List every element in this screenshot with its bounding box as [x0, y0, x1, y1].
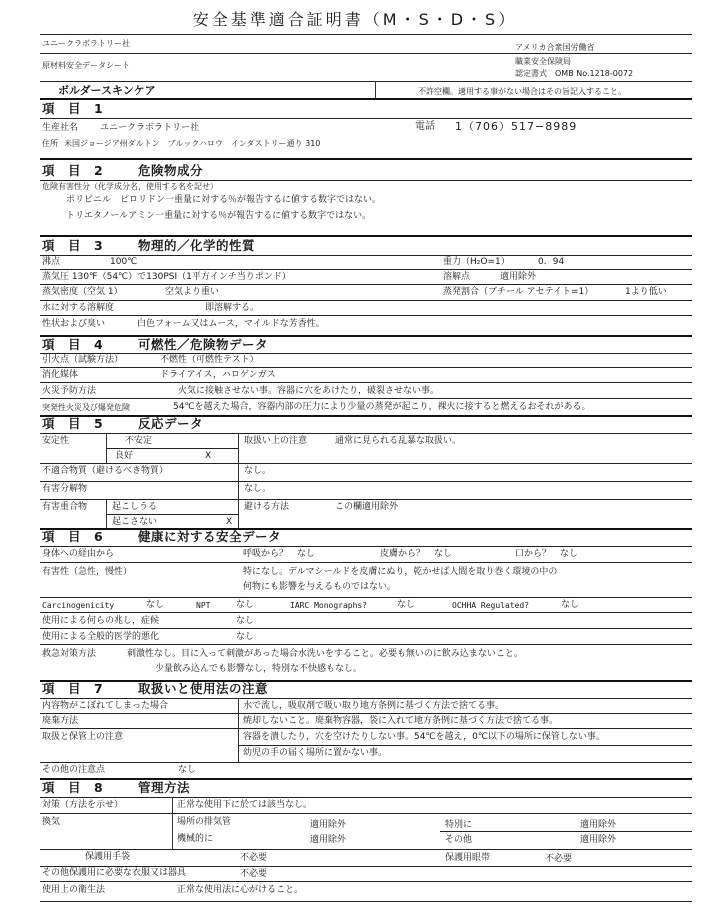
ingredient-1: ポリビニル ピロリドン一重量に対する％が報告するに値する数字ではない。	[66, 195, 382, 205]
divider	[40, 499, 692, 500]
melting-label: 溶解点	[443, 272, 471, 282]
will-not-label: 起こさない	[112, 517, 158, 527]
divider	[40, 433, 692, 434]
explosion-label: 突発性火災及び爆発危険	[42, 403, 130, 412]
divider	[40, 797, 692, 798]
decomp-label: 有害分解物	[42, 484, 88, 494]
divider	[40, 34, 692, 35]
section-5-title: 反応データ	[138, 416, 204, 431]
other-label: その他の注意点	[42, 765, 106, 775]
divider	[40, 713, 692, 714]
local-exhaust-label: 場所の排気管	[177, 817, 232, 827]
worsen-label: 使用による全般的医学的悪化	[42, 632, 160, 642]
section-3-title: 物理的／化学的性質	[138, 238, 256, 253]
divider	[40, 398, 692, 399]
other-vent-label: その他	[445, 835, 473, 845]
section-8-title: 管理方法	[138, 780, 191, 795]
mechanical-value: 適用除外	[310, 835, 347, 845]
agency-line-1: アメリカ合衆国労働省	[515, 43, 595, 52]
hazard-line-2: 何物にも影響を与えるものではない。	[243, 582, 397, 592]
divider	[106, 514, 238, 515]
ingredients-note: 危険有害性分（化学成分名，使用する名を記せ）	[42, 182, 218, 191]
divider	[40, 300, 692, 301]
divider	[106, 448, 238, 449]
divider	[40, 612, 692, 613]
vapor-density-label: 蒸気密度（空気 1）	[42, 287, 123, 297]
section-2-heading: 項 目 2	[42, 163, 104, 178]
hygiene-label: 使用上の衛生法	[42, 885, 106, 895]
mouth-value: 口から？ なし	[515, 549, 579, 559]
divider	[440, 831, 692, 832]
divider	[40, 481, 692, 482]
ingredient-2: トリエタノールアミン一重量に対する％が報告するに値する数字ではない。	[66, 211, 372, 221]
spill-label: 内容物がこぼれてしまった場合	[42, 701, 169, 711]
spill-value: 水で流し，吸収剤で吸い取り地方条例に基づく方法で捨てる事。	[243, 701, 505, 711]
company-short: ユニークラボラトリー社	[42, 39, 130, 48]
avoid-value: この欄適用除外	[335, 502, 399, 512]
hygiene-value: 正常な使用法に心がけること。	[177, 885, 304, 895]
section-1-heading: 項 目 1	[42, 101, 104, 116]
divider	[40, 235, 692, 237]
flash-value: 不燃性（可燃性テスト）	[160, 355, 259, 365]
mechanical-label: 機械的に	[177, 834, 214, 844]
inhale-value: 呼吸から？ なし	[243, 549, 316, 559]
divider	[40, 597, 692, 598]
divider	[40, 353, 692, 354]
section-6-heading: 項 目 6	[42, 529, 104, 544]
local-exhaust-value: 適用除外	[310, 820, 347, 830]
divider	[40, 698, 692, 699]
divider	[40, 118, 692, 119]
stability-label: 安定性	[42, 436, 70, 446]
section-6-title: 健康に対する安全データ	[138, 529, 282, 544]
first-aid-label: 救急対策方法	[42, 649, 97, 659]
divider	[40, 382, 692, 383]
decomp-value: なし。	[244, 484, 272, 494]
divider	[40, 284, 692, 285]
phone-value: 1（706）517−8989	[455, 120, 578, 133]
iarc-value: なし	[397, 600, 416, 610]
product-name: ボルダースキンケア	[58, 84, 156, 97]
may-occur-label: 起こしうる	[112, 502, 158, 512]
divider	[40, 98, 692, 100]
appearance-label: 性状および臭い	[42, 319, 106, 329]
divider	[40, 81, 692, 82]
hazard-line-1: 特になし。デルマシールドを皮膚にぬり，乾かせば人間を取り巻く環境の中の	[243, 567, 558, 577]
section-4-heading: 項 目 4	[42, 337, 104, 352]
gravity-label: 重力（H₂O=1）	[443, 257, 510, 267]
vapor-density-value: 空気より重い	[165, 287, 220, 297]
special-label: 特別に	[445, 820, 473, 830]
vapor-pressure: 蒸気圧 130℉（54℃）で130PSI（1平方インチ当りポンド）	[42, 272, 291, 282]
section-4-title: 可燃性／危険物データ	[138, 337, 269, 352]
appearance-value: 白色フォーム又はムース，マイルドな芳香性。	[137, 319, 325, 329]
section-2-title: 危険物成分	[138, 163, 204, 178]
storage-label: 取扱と保管上の注意	[42, 732, 124, 742]
media-value: ドライアイス，ハロゲンガス	[160, 370, 276, 380]
other-value: なし	[178, 765, 197, 775]
document-title: 安全基準適合証明書（M・S・D・S）	[192, 10, 518, 29]
divider	[238, 698, 239, 762]
solubility-value: 即溶解する。	[205, 303, 260, 313]
osha-value: なし	[561, 600, 580, 610]
address-value: 米国ジョージア州ダルトン ブルックハロウ インダストリー通り 310	[64, 139, 321, 148]
boiling-value: 100℃	[110, 257, 138, 267]
incompatible-value: なし。	[244, 466, 272, 476]
maker-value: ユニークラボラトリー社	[100, 123, 200, 133]
divider	[40, 315, 692, 316]
divider	[238, 745, 692, 746]
ventilation-label: 換気	[42, 817, 61, 827]
signs-label: 使用による何らの兆し，症候	[42, 616, 160, 626]
other-vent-value: 適用除外	[580, 835, 617, 845]
polymer-label: 有害重合物	[42, 502, 88, 512]
worsen-value: なし	[236, 632, 255, 642]
section-7-title: 取扱いと使用法の注意	[138, 681, 269, 696]
carcinogenicity-label: Carcinogenicity	[42, 601, 115, 610]
divider	[40, 881, 692, 882]
goggles-label: 保護用眼帯	[445, 853, 491, 863]
gloves-value: 不必要	[240, 853, 268, 863]
divider	[40, 158, 692, 160]
divider	[172, 797, 173, 849]
section-5-heading: 項 目 5	[42, 416, 104, 431]
first-aid-line-2: 少量飲み込んでも影響なし，特別な不快感もなし。	[155, 664, 363, 674]
storage-line-2: 幼児の手の届く場所に置かない事。	[243, 748, 388, 758]
header-notice: 不許空欄。適用する事がない場合はその旨記入すること。	[418, 87, 626, 96]
evap-label: 蒸発割合（ブチール アセテイト=1）	[443, 287, 594, 297]
handling-value: 通常に見られる乱暴な取扱い。	[335, 436, 462, 446]
stable-mark: X	[205, 451, 212, 461]
address-label: 住所	[42, 139, 58, 148]
divider	[40, 728, 692, 729]
incompatible-label: 不適合物質（避けるべき物質）	[42, 466, 169, 476]
divider	[40, 269, 692, 270]
divider	[40, 813, 692, 814]
storage-line-1: 容器を潰したり，穴を空けたりしない事。54℃を越え，0℃以下の場所に保管しない事。	[243, 732, 605, 742]
skin-value: 皮膚から？ なし	[380, 549, 453, 559]
fire-label: 火災予防方法	[42, 386, 97, 396]
route-label: 身体への経由から	[42, 549, 115, 559]
unstable-label: 不安定	[125, 436, 153, 446]
goggles-value: 不必要	[545, 854, 573, 864]
disposal-value: 焼却しないこと。廃棄物容器，袋に入れて地方条例に基づく方法で捨てる事。	[243, 716, 559, 726]
divider	[40, 180, 692, 181]
divider	[40, 762, 692, 763]
osha-label: OCHHA Regulated?	[452, 601, 530, 610]
phone-label: 電話	[415, 121, 435, 132]
media-label: 消化媒体	[42, 370, 79, 380]
divider	[375, 81, 376, 98]
carcinogenicity-value: なし	[146, 600, 165, 610]
agency-line-3: 認定書式 OMB No.1218-0072	[515, 69, 634, 78]
section-3-heading: 項 目 3	[42, 238, 104, 253]
gloves-label: 保護用手袋	[85, 852, 131, 862]
agency-line-2: 職業安全保険局	[515, 57, 571, 66]
clothing-label: その他保護用に必要な衣服又は器具	[42, 868, 187, 878]
avoid-label: 避ける方法	[244, 502, 290, 512]
fire-value: 火気に接触させない事。容器に穴をあけたり，破裂させない事。	[178, 386, 440, 396]
divider	[40, 628, 692, 629]
iarc-label: IARC Monographs?	[290, 601, 368, 610]
measures-value: 正常な使用下に於ては該当なし。	[177, 800, 313, 810]
divider	[40, 562, 692, 563]
maker-label: 生産社名	[42, 123, 79, 133]
handling-label: 取扱い上の注意	[244, 436, 308, 446]
boiling-label: 沸点	[42, 257, 61, 267]
hazard-label: 有害性（急性，慢性）	[42, 567, 133, 577]
will-not-mark: X	[226, 517, 233, 527]
special-value: 適用除外	[580, 820, 617, 830]
divider	[40, 849, 692, 850]
divider	[40, 866, 692, 867]
measures-label: 対策（方法を示せ）	[42, 800, 124, 810]
divider	[40, 367, 692, 368]
solubility-label: 水に対する溶解度	[42, 303, 115, 313]
first-aid-line-1: 刺激性なし。目に入って刺激があった場合水洗いをすること。必要も無いのに飲み込まないこと。	[127, 649, 523, 659]
divider	[40, 546, 692, 547]
disposal-label: 廃棄方法	[42, 716, 79, 726]
clothing-value: 不必要	[240, 869, 268, 879]
signs-value: なし	[236, 616, 255, 626]
melting-value: 適用除外	[500, 272, 537, 282]
divider	[40, 901, 692, 902]
evap-value: 1より低い	[625, 287, 667, 297]
divider	[40, 255, 692, 256]
flash-label: 引火点（試験方法）	[42, 355, 124, 365]
doc-type: 原材料安全データシート	[42, 61, 130, 70]
section-8-heading: 項 目 8	[42, 780, 104, 795]
gravity-value: 0．94	[538, 257, 565, 267]
divider	[40, 53, 692, 54]
explosion-value: 54℃を越えた場合，容器内部の圧力により少量の蒸発が起こり，裸火に接すると燃えるおそれがある。	[173, 402, 591, 412]
ntp-label: NPT	[196, 601, 211, 610]
section-7-heading: 項 目 7	[42, 681, 104, 696]
ntp-value: なし	[236, 600, 255, 610]
divider	[40, 463, 692, 464]
divider	[40, 644, 692, 645]
stable-label: 良好	[115, 451, 134, 461]
